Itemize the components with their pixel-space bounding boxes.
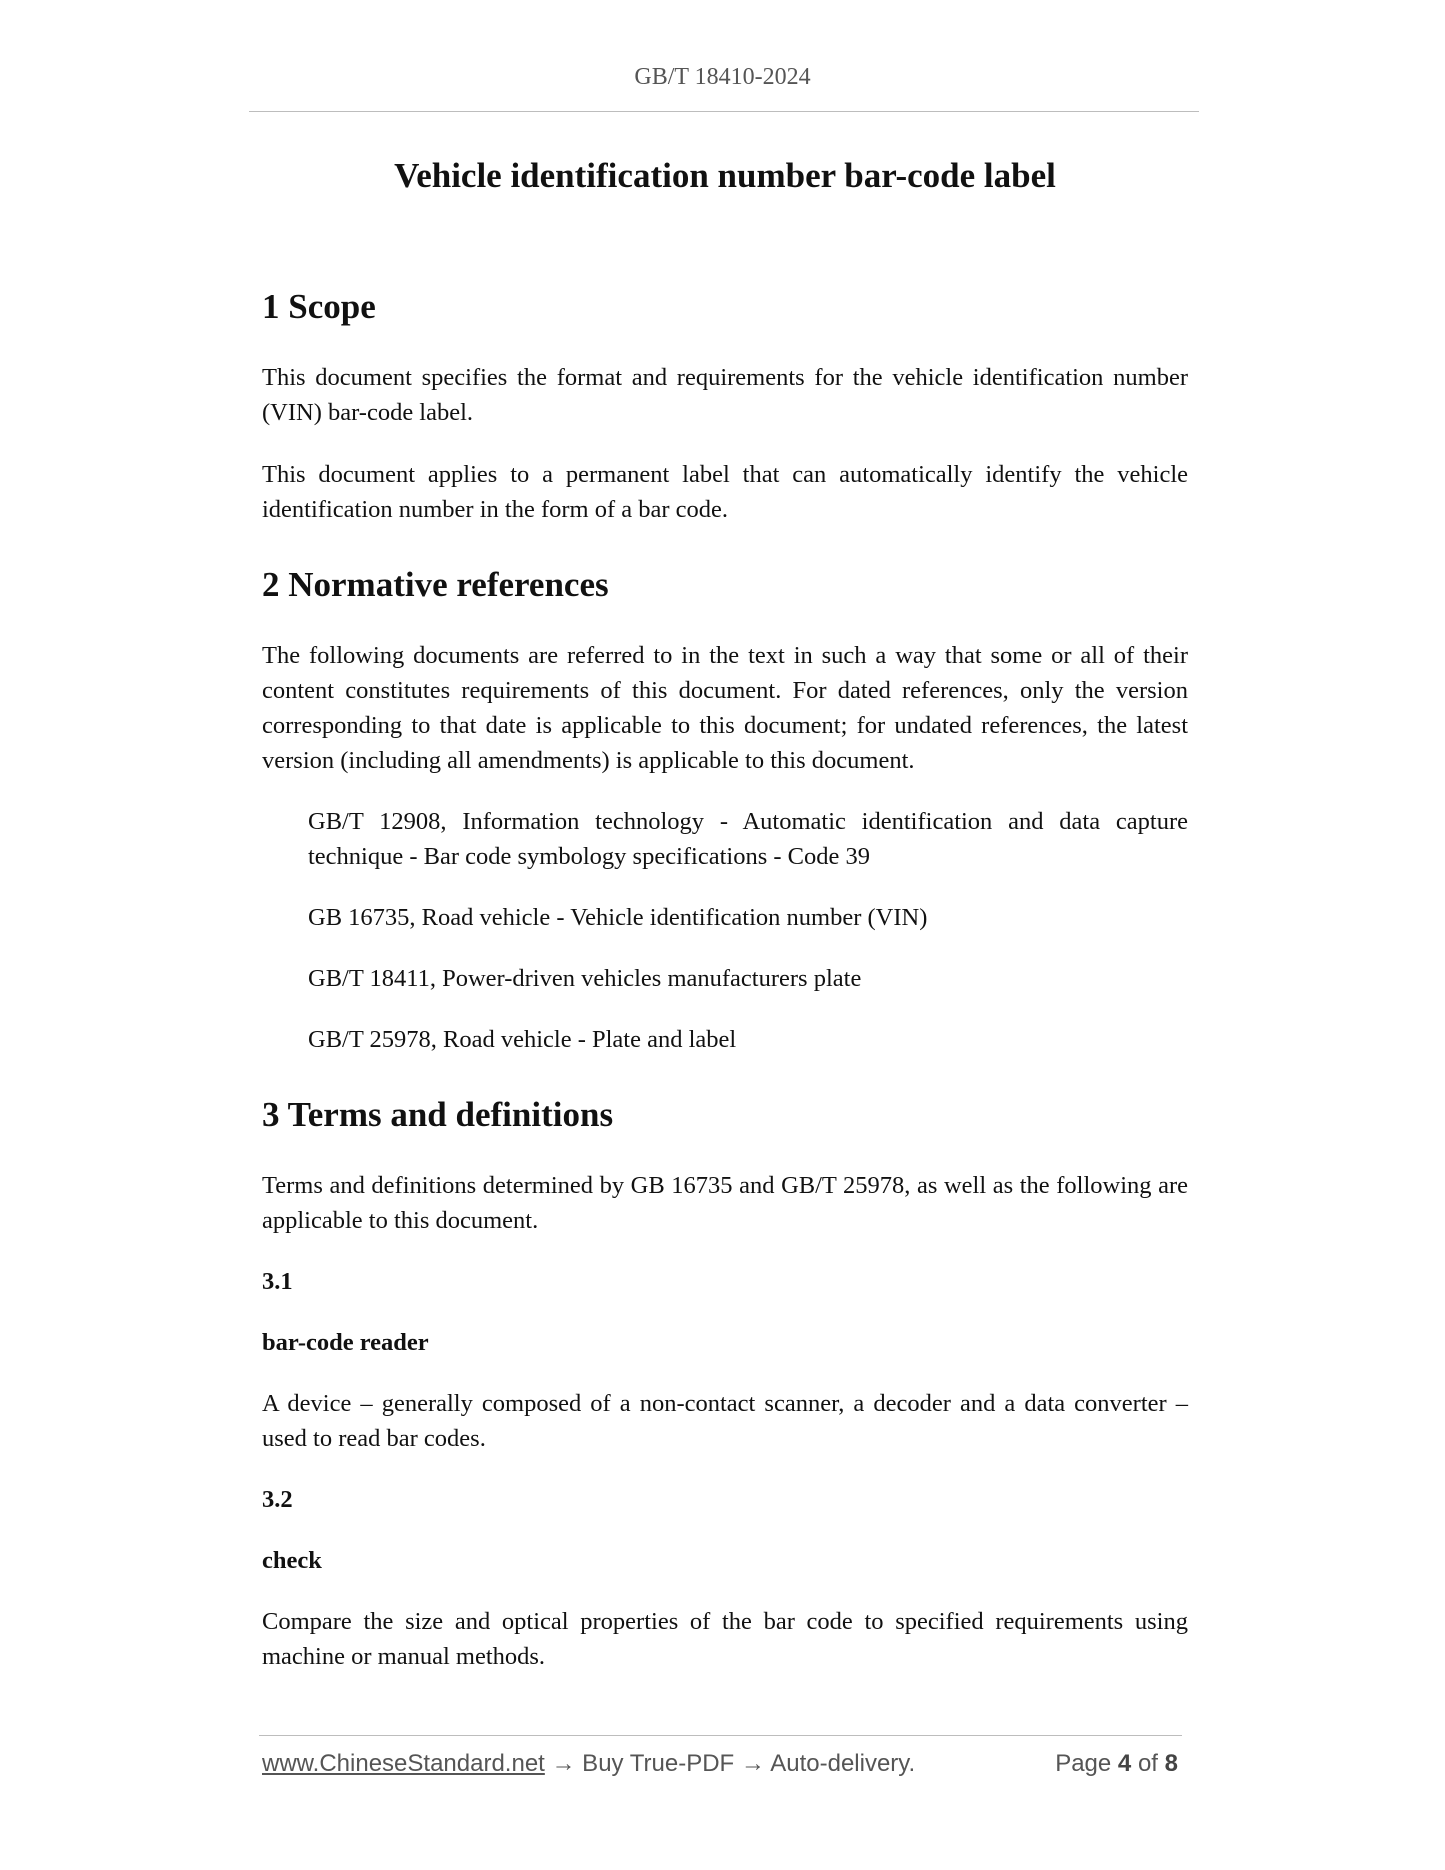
running-header: GB/T 18410-2024 (634, 64, 811, 90)
term-definition: Compare the size and optical properties of the bar code to specified requirements using machine or manual methods. (262, 1608, 1188, 1670)
paragraph: Terms and definitions determined by GB 16735 and GB/T 25978, as well as the following are applicable to this document. (262, 1172, 1188, 1234)
page-of: of (1137, 1750, 1158, 1777)
reference-item: GB/T 18411, Power-driven vehicles manufacturers plate (308, 965, 862, 992)
header-divider (249, 111, 1199, 112)
section-heading-terms: 3 Terms and definitions (262, 1095, 614, 1134)
term-number: 3.1 (262, 1268, 293, 1295)
page-content (262, 152, 1188, 1674)
page-footer (262, 1750, 1182, 1784)
page-current: 4 (1117, 1750, 1132, 1777)
reference-item: GB 16735, Road vehicle - Vehicle identification number (VIN) (308, 904, 928, 931)
term-name: bar-code reader (262, 1329, 429, 1356)
reference-item: GB/T 25978, Road vehicle - Plate and label (308, 1026, 737, 1053)
footer-promo-text: → Buy True-PDF → Auto-delivery. (544, 1750, 916, 1777)
term-name: check (262, 1547, 322, 1574)
term-definition: A device – generally composed of a non-contact scanner, a decoder and a data converter – used to read bar codes. (262, 1390, 1188, 1452)
page-number (1055, 1750, 1178, 1778)
paragraph: The following documents are referred to in the text in such a way that some or all of their content constitutes requirements of this document. For dated references, only the version corresponding to that date is applicable to this document; for undated references, the latest version (including all amendments) is applicable to this document. (262, 642, 1188, 774)
paragraph: This document applies to a permanent label that can automatically identify the vehicle identification number in the form of a bar code. (262, 461, 1188, 523)
footer-divider (259, 1735, 1182, 1736)
page-total: 8 (1164, 1750, 1178, 1777)
term-number: 3.2 (262, 1486, 293, 1513)
section-heading-scope: 1 Scope (262, 287, 376, 326)
section-heading-normative-references: 2 Normative references (262, 565, 609, 604)
document-title: Vehicle identification number bar-code label (394, 156, 1056, 195)
website-link[interactable]: www.ChineseStandard.net (262, 1750, 545, 1777)
page-label: Page (1055, 1750, 1112, 1777)
reference-item: GB/T 12908, Information technology - Automatic identification and data capture technique - Bar code symbology specifications - Code 39 (308, 808, 1188, 870)
footer-promo (262, 1750, 915, 1778)
paragraph: This document specifies the format and requirements for the vehicle identification number (VIN) bar-code label. (262, 364, 1188, 426)
